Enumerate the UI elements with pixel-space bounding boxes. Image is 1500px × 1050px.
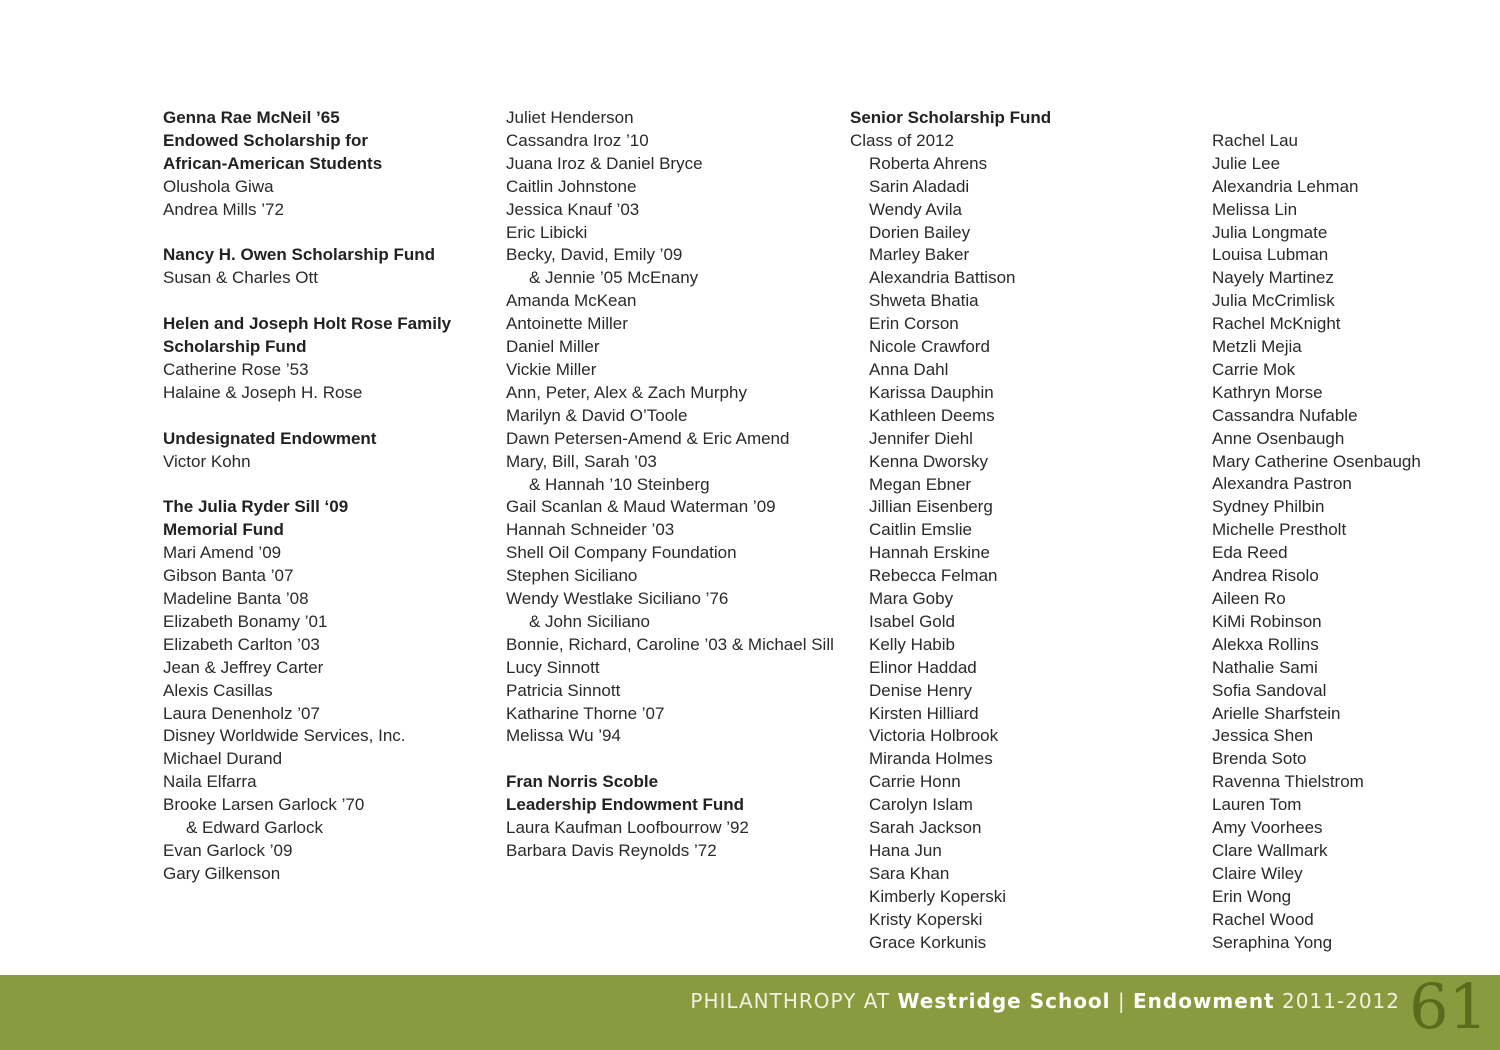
donor-name: Kimberly Koperski — [869, 886, 1006, 906]
fund-heading: African-American Students — [163, 153, 383, 173]
donor-name: Susan & Charles Ott — [163, 268, 318, 288]
donor-name: Catherine Rose ’53 — [163, 359, 309, 379]
donor-name: Madeline Banta ’08 — [163, 588, 309, 608]
donor-name: Juana Iroz & Daniel Bryce — [506, 153, 703, 173]
spacer — [506, 748, 836, 771]
donor-name: Erin Corson — [869, 314, 959, 334]
donor-name: Seraphina Yong — [1212, 932, 1333, 952]
donor-name: Elizabeth Carlton ’03 — [163, 634, 320, 654]
fund-heading: Endowed Scholarship for — [163, 130, 368, 150]
spacer — [163, 222, 483, 245]
fund-heading: Memorial Fund — [163, 520, 284, 540]
page-number: 61 — [1409, 970, 1488, 1043]
donor-name: Cassandra Nufable — [1212, 405, 1358, 425]
donor-name: Evan Garlock ’09 — [163, 840, 293, 860]
donor-name: Aileen Ro — [1212, 589, 1286, 609]
footer-section: Endowment — [1132, 989, 1275, 1013]
donor-name: Juliet Henderson — [506, 108, 634, 127]
donor-name: Lauren Tom — [1212, 795, 1302, 815]
donor-name: Vickie Miller — [506, 359, 597, 379]
donor-name: Anne Osenbaugh — [1212, 428, 1345, 448]
donor-name: Sydney Philbin — [1212, 497, 1325, 517]
donor-name: Alekxa Rollins — [1212, 634, 1319, 654]
spacer — [1212, 107, 1482, 130]
donor-name: Shweta Bhatia — [869, 291, 979, 311]
donor-name: Alexandra Pastron — [1212, 474, 1352, 494]
donor-name: Jessica Knauf ’03 — [506, 199, 640, 219]
donor-name: Rachel Lau — [1212, 130, 1299, 150]
donor-name: Patricia Sinnott — [506, 680, 621, 700]
donor-name: Jennifer Diehl — [869, 428, 973, 448]
donor-name: Kirsten Hilliard — [869, 703, 979, 723]
donor-name: Brenda Soto — [1212, 749, 1307, 769]
footer-prefix: PHILANTHROPY AT — [690, 989, 898, 1013]
donor-name: Eric Libicki — [506, 222, 588, 242]
donor-name: Megan Ebner — [869, 474, 972, 494]
donor-name: Nicole Crawford — [869, 337, 990, 357]
donor-name: Antoinette Miller — [506, 314, 628, 334]
donor-name: KiMi Robinson — [1212, 611, 1322, 631]
donor-name: & Edward Garlock — [186, 818, 323, 838]
donor-name: Ann, Peter, Alex & Zach Murphy — [506, 382, 747, 402]
donor-name: Bonnie, Richard, Caroline ’03 & Michael Sill — [506, 634, 834, 654]
fund-heading: Fran Norris Scoble — [506, 772, 659, 792]
donor-name: Wendy Westlake Siciliano ’76 — [506, 589, 729, 609]
spacer — [163, 473, 483, 496]
donor-name: Amy Voorhees — [1212, 818, 1323, 838]
donor-name: Caitlin Emslie — [869, 520, 972, 540]
fund-heading: Nancy H. Owen Scholarship Fund — [163, 245, 436, 265]
donor-name: Wendy Avila — [869, 199, 962, 219]
donor-name: Eda Reed — [1212, 543, 1288, 563]
donor-name: Disney Worldwide Services, Inc. — [163, 726, 406, 746]
footer-bar — [0, 970, 1500, 1050]
donor-name: Andrea Mills ’72 — [163, 199, 284, 219]
donor-name: Kathleen Deems — [869, 405, 995, 425]
donor-name: Gary Gilkenson — [163, 863, 281, 883]
donor-name: Hana Jun — [869, 841, 942, 860]
donor-name: & Jennie ’05 McEnany — [529, 268, 699, 288]
donor-name: Mary, Bill, Sarah ’03 — [506, 451, 657, 471]
donor-name: Kenna Dworsky — [869, 451, 989, 471]
donor-name: Carolyn Islam — [869, 795, 973, 815]
donor-name: Melissa Wu ’94 — [506, 726, 621, 746]
donor-name: Sara Khan — [869, 863, 950, 883]
donor-name: Isabel Gold — [869, 611, 955, 631]
footer-years: 2011-2012 — [1274, 989, 1400, 1013]
donor-name: Metzli Mejia — [1212, 337, 1302, 357]
donor-name: Sarah Jackson — [869, 818, 982, 838]
donor-name: Lucy Sinnott — [506, 657, 600, 677]
donor-name: Julie Lee — [1212, 153, 1281, 173]
column-4 — [1212, 107, 1482, 955]
donor-name: Laura Denenholz ’07 — [163, 703, 320, 723]
donor-name: Julia McCrimlisk — [1212, 291, 1335, 311]
donor-name: Andrea Risolo — [1212, 566, 1319, 586]
donor-name: Clare Wallmark — [1212, 840, 1328, 860]
donor-name: Alexis Casillas — [163, 680, 273, 700]
donor-name: Karissa Dauphin — [869, 382, 994, 402]
donor-name: Victoria Holbrook — [869, 726, 999, 746]
donor-name: Olushola Giwa — [163, 176, 274, 196]
donor-name: Carrie Honn — [869, 772, 961, 792]
donor-name: Rebecca Felman — [869, 566, 998, 586]
donor-name: Stephen Siciliano — [506, 566, 638, 586]
donor-name: Amanda McKean — [506, 291, 637, 311]
footer-separator: | — [1110, 989, 1133, 1013]
donor-name: Jean & Jeffrey Carter — [163, 657, 324, 677]
column-1 — [163, 107, 483, 886]
donor-name: Alexandria Battison — [869, 268, 1016, 288]
donor-name: Rachel McKnight — [1212, 314, 1341, 334]
donor-name: Shell Oil Company Foundation — [506, 543, 737, 563]
donor-name: Gail Scanlan & Maud Waterman ’09 — [506, 497, 776, 517]
donor-name: Marley Baker — [869, 245, 970, 265]
donor-name: Elinor Haddad — [869, 657, 977, 677]
donor-name: Class of 2012 — [850, 130, 954, 150]
donor-name: Brooke Larsen Garlock ’70 — [163, 795, 365, 815]
donor-name: Kristy Koperski — [869, 909, 983, 929]
fund-heading: The Julia Ryder Sill ‘09 — [163, 497, 349, 517]
donor-name: Miranda Holmes — [869, 749, 993, 769]
donor-name: Melissa Lin — [1212, 199, 1298, 219]
donor-name: Roberta Ahrens — [869, 153, 988, 173]
footer-school: Westridge School — [897, 989, 1111, 1013]
donor-name: Halaine & Joseph H. Rose — [163, 382, 363, 402]
donor-name: Carrie Mok — [1212, 359, 1296, 379]
donor-name: Naila Elfarra — [163, 772, 257, 792]
donor-name: Nayely Martinez — [1212, 268, 1334, 288]
donor-name: Sarin Aladadi — [869, 176, 970, 196]
donor-name: Nathalie Sami — [1212, 657, 1318, 677]
donor-name: Michael Durand — [163, 749, 283, 769]
donor-name: Hannah Schneider ’03 — [506, 520, 675, 540]
donor-name: Dorien Bailey — [869, 222, 971, 242]
fund-heading: Genna Rae McNeil ’65 — [163, 108, 340, 127]
donor-name: Louisa Lubman — [1212, 245, 1329, 265]
donor-name: Denise Henry — [869, 680, 972, 700]
column-3 — [850, 107, 1180, 955]
donor-name: & John Siciliano — [529, 611, 650, 631]
column-2 — [506, 107, 836, 863]
donor-name: Mara Goby — [869, 589, 954, 609]
donor-name: Arielle Sharfstein — [1212, 703, 1341, 723]
fund-heading: Scholarship Fund — [163, 337, 307, 357]
donor-name: Anna Dahl — [869, 359, 949, 379]
fund-heading: Leadership Endowment Fund — [506, 795, 745, 815]
donor-name: Rachel Wood — [1212, 909, 1314, 929]
spacer — [163, 290, 483, 313]
donor-name: Hannah Erskine — [869, 543, 990, 563]
donor-name: Mari Amend ’09 — [163, 543, 282, 563]
donor-name: Marilyn & David O’Toole — [506, 405, 688, 425]
donor-name: Daniel Miller — [506, 337, 600, 357]
donor-name: Elizabeth Bonamy ’01 — [163, 611, 328, 631]
donor-name: Claire Wiley — [1212, 863, 1303, 883]
donor-name: Grace Korkunis — [869, 932, 987, 952]
donor-name: Cassandra Iroz ’10 — [506, 130, 649, 150]
spacer — [163, 405, 483, 428]
donor-name: Michelle Prestholt — [1212, 520, 1347, 540]
donor-name: Kelly Habib — [869, 634, 955, 654]
donor-name: Ravenna Thielstrom — [1212, 772, 1364, 792]
donor-name: Erin Wong — [1212, 886, 1292, 906]
fund-heading: Helen and Joseph Holt Rose Family — [163, 314, 452, 334]
donor-name: Katharine Thorne ’07 — [506, 703, 665, 723]
donor-name: Julia Longmate — [1212, 222, 1328, 242]
donor-name: Becky, David, Emily ’09 — [506, 245, 683, 265]
donor-name: Jessica Shen — [1212, 726, 1314, 746]
donor-name: Gibson Banta ’07 — [163, 566, 294, 586]
donor-name: Jillian Eisenberg — [869, 497, 993, 517]
donor-name: Laura Kaufman Loofbourrow ’92 — [506, 818, 749, 838]
donor-name: Caitlin Johnstone — [506, 176, 637, 196]
donor-name: Victor Kohn — [163, 451, 251, 471]
fund-heading: Senior Scholarship Fund — [850, 108, 1052, 127]
donor-name: Sofia Sandoval — [1212, 680, 1327, 700]
donor-name: Kathryn Morse — [1212, 382, 1323, 402]
donor-name: Dawn Petersen-Amend & Eric Amend — [506, 428, 790, 448]
footer-title — [690, 989, 1400, 1013]
donor-name: & Hannah ’10 Steinberg — [529, 474, 710, 494]
fund-heading: Undesignated Endowment — [163, 428, 377, 448]
donor-name: Mary Catherine Osenbaugh — [1212, 451, 1421, 471]
donor-name: Barbara Davis Reynolds ’72 — [506, 840, 717, 860]
donor-name: Alexandria Lehman — [1212, 176, 1359, 196]
